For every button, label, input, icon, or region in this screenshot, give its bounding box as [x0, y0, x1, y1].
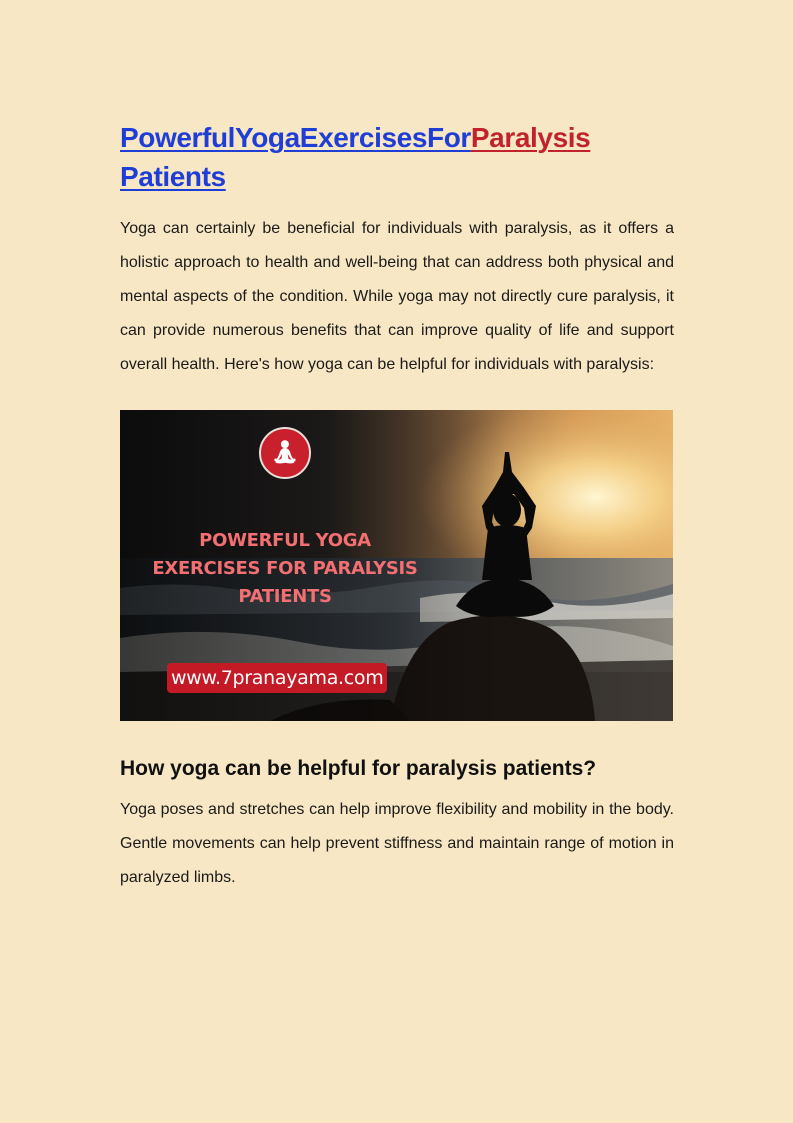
hero-headline-line-1: POWERFUL YOGA [199, 530, 371, 551]
section-heading: How yoga can be helpful for paralysis patients? [120, 757, 597, 780]
brand-logo [259, 427, 311, 479]
document-page [120, 118, 674, 895]
hero-url-badge: www.7pranayama.com [167, 663, 387, 693]
hero-image [120, 410, 673, 721]
hero-headline-line-2: EXERCISES FOR PARALYSIS [152, 558, 418, 579]
hero-headline [140, 527, 430, 611]
intro-paragraph: Yoga can certainly be beneficial for individuals with paralysis, as it offers a holistic approach to health and well-being that can address both physical and mental aspects of the condition. While yoga may not directly cure paralysis, it can provide numerous benefits that can improve quality of life and support overall health. Here's how yoga can be helpful for individuals with paralysis: [120, 220, 674, 373]
page-title [120, 118, 674, 196]
hero-headline-line-3: PATIENTS [238, 586, 332, 607]
title-link-part-2[interactable]: Paralysis [470, 122, 591, 153]
meditation-figure-icon: 🧘︎ [269, 439, 301, 466]
section-paragraph: Yoga poses and stretches can help improve flexibility and mobility in the body. Gentle movements can help prevent stiffness and maintain range of motion in paralyzed limbs. [120, 801, 674, 886]
title-link-part-1[interactable]: PowerfulYogaExercisesFor [120, 122, 471, 153]
title-link-part-3[interactable]: Patients [120, 161, 226, 192]
